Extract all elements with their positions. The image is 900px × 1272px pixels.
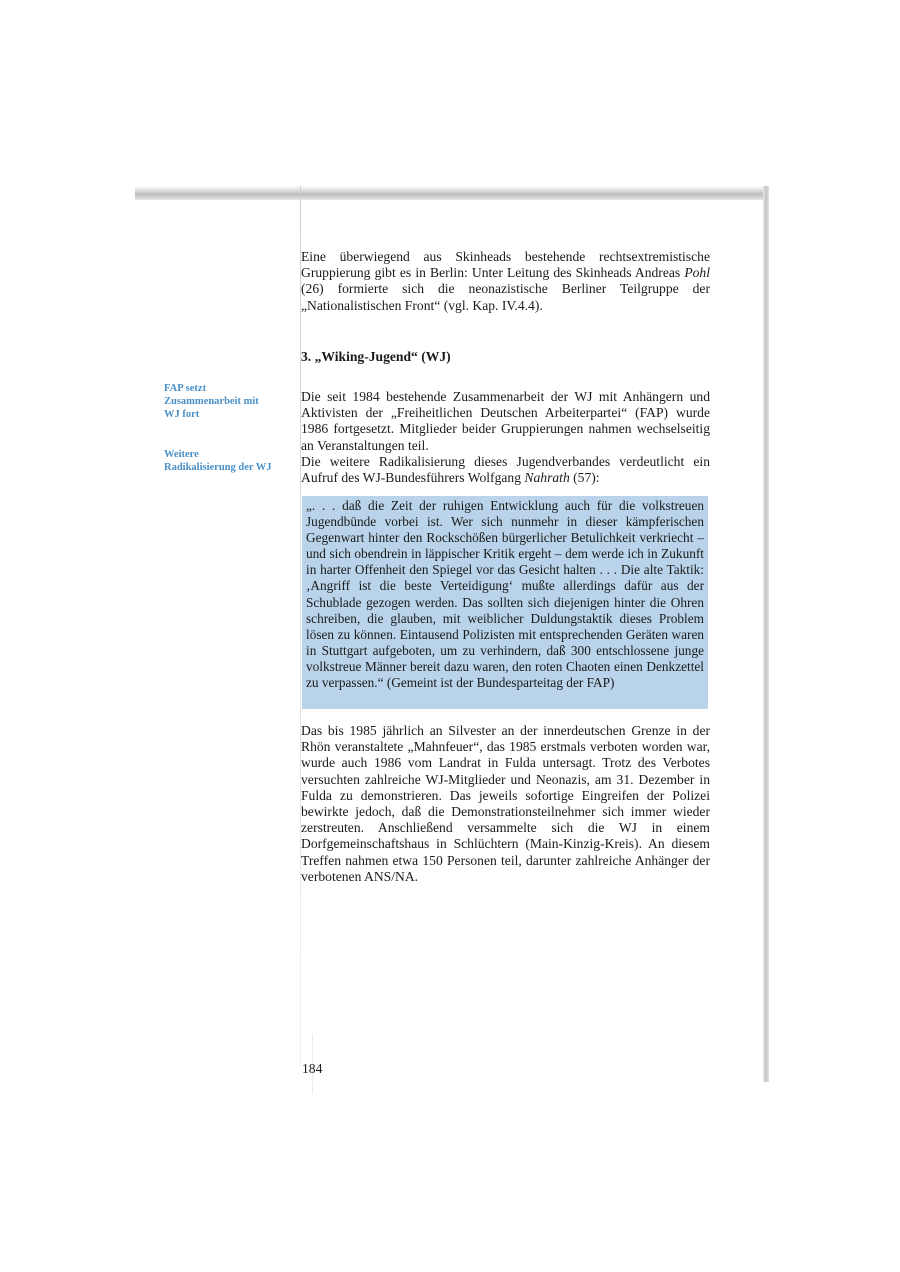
scan-edge-right xyxy=(763,186,769,1082)
intro-person-name: Pohl xyxy=(684,265,710,281)
quote-text: „. . . daß die Zeit der ruhigen Entwicklung auch für die volkstreuen Jugendbünde vorbei ist. Wer sich nunmehr in dieser kämpferischen Gegenwart hinter den Rockschößen bürgerlicher Betulichkeit verkriecht – und sich obendrein in läppischer Kritik ergeht – dem werde ich in Zukunft in harter Offenheit den Spiegel vor das Gesicht halten . . . Die alte Taktik: ‚Angriff ist die beste Verteidigung‘ mußte allerdings dafür aus der Schublade gezogen werden. Das sollten sich diejenigen hinter die Ohren schreiben, die glauben, mit weiblicher Duldungstaktik dieses Problem lösen zu können. Eintausend Polizisten mit entsprechenden Geräten waren in Stuttgart aufgeboten, um zu verhindern, daß 300 entschlossene junge volkstreue Männer bereit dazu waren, den roten Chaoten einen Denkzettel zu verpassen.“ (Gemeint ist der Bundesparteitag der FAP) xyxy=(306,498,704,691)
paragraph-cooperation: Die seit 1984 bestehende Zusammenarbeit der WJ mit Anhängern und Aktivisten der „Freiheitlichen Deutschen Arbeiterpartei“ (FAP) wurde 1986 fortgesetzt. Mitglieder beider Gruppierungen nahmen wechselseitig an Veranstaltungen teil. xyxy=(301,389,710,453)
radicalisation-text-start: Die weitere Radikalisierung dieses Jugendverbandes verdeutlicht ein Aufruf des WJ-Bundesführers Wolfgang xyxy=(301,453,710,486)
paragraph-radicalisation xyxy=(301,454,710,486)
page-number: 184 xyxy=(302,1061,323,1076)
paragraph-intro xyxy=(301,249,710,314)
radicalisation-person-name: Nahrath xyxy=(524,470,570,486)
section-heading: 3. „Wiking-Jugend“ (WJ) xyxy=(301,349,451,364)
paragraph-mahnfeuer-text: Das bis 1985 jährlich an Silvester an der innerdeutschen Grenze in der Rhön veranstaltete „Mahnfeuer“, das 1985 erstmals verboten worden war, wurde auch 1986 vom Landrat in Fulda untersagt. Trotz des Verbotes versuchten zahlreiche WJ-Mitglieder und Neonazis, am 31. Dezember in Fulda zu demonstrieren. Das jeweils sofortige Eingreifen der Polizei bewirkte jedoch, daß die Demonstrationsteilnehmer sich immer wieder zerstreuten. Anschließend versammelte sich die WJ in einem Dorfgemeinschaftshaus in Schlüchtern (Main-Kinzig-Kreis). An diesem Treffen nahmen etwa 150 Personen teil, darunter zahlreiche Anhänger der verbotenen ANS/NA. xyxy=(301,723,710,884)
gutter-line xyxy=(300,186,301,1066)
margin-note-fap-cooperation: FAP setzt Zusammenarbeit mit WJ fort xyxy=(164,383,259,420)
scan-edge-top xyxy=(135,186,768,200)
intro-text-start: Eine überwiegend aus Skinheads bestehende rechtsextremistische Gruppierung gibt es in Berlin: Unter Leitung des Skinheads Andreas xyxy=(301,249,710,281)
paragraph-block-wj xyxy=(301,389,710,486)
intro-text-end: (26) formierte sich die neonazistische Berliner Teilgruppe der „Nationalistischen Front“ (vgl. Kap. IV.4.4). xyxy=(301,281,710,313)
radicalisation-text-end: (57): xyxy=(569,470,600,486)
paragraph-mahnfeuer xyxy=(301,723,710,885)
margin-note-radicalisation: Weitere Radikalisierung der WJ xyxy=(164,449,272,473)
